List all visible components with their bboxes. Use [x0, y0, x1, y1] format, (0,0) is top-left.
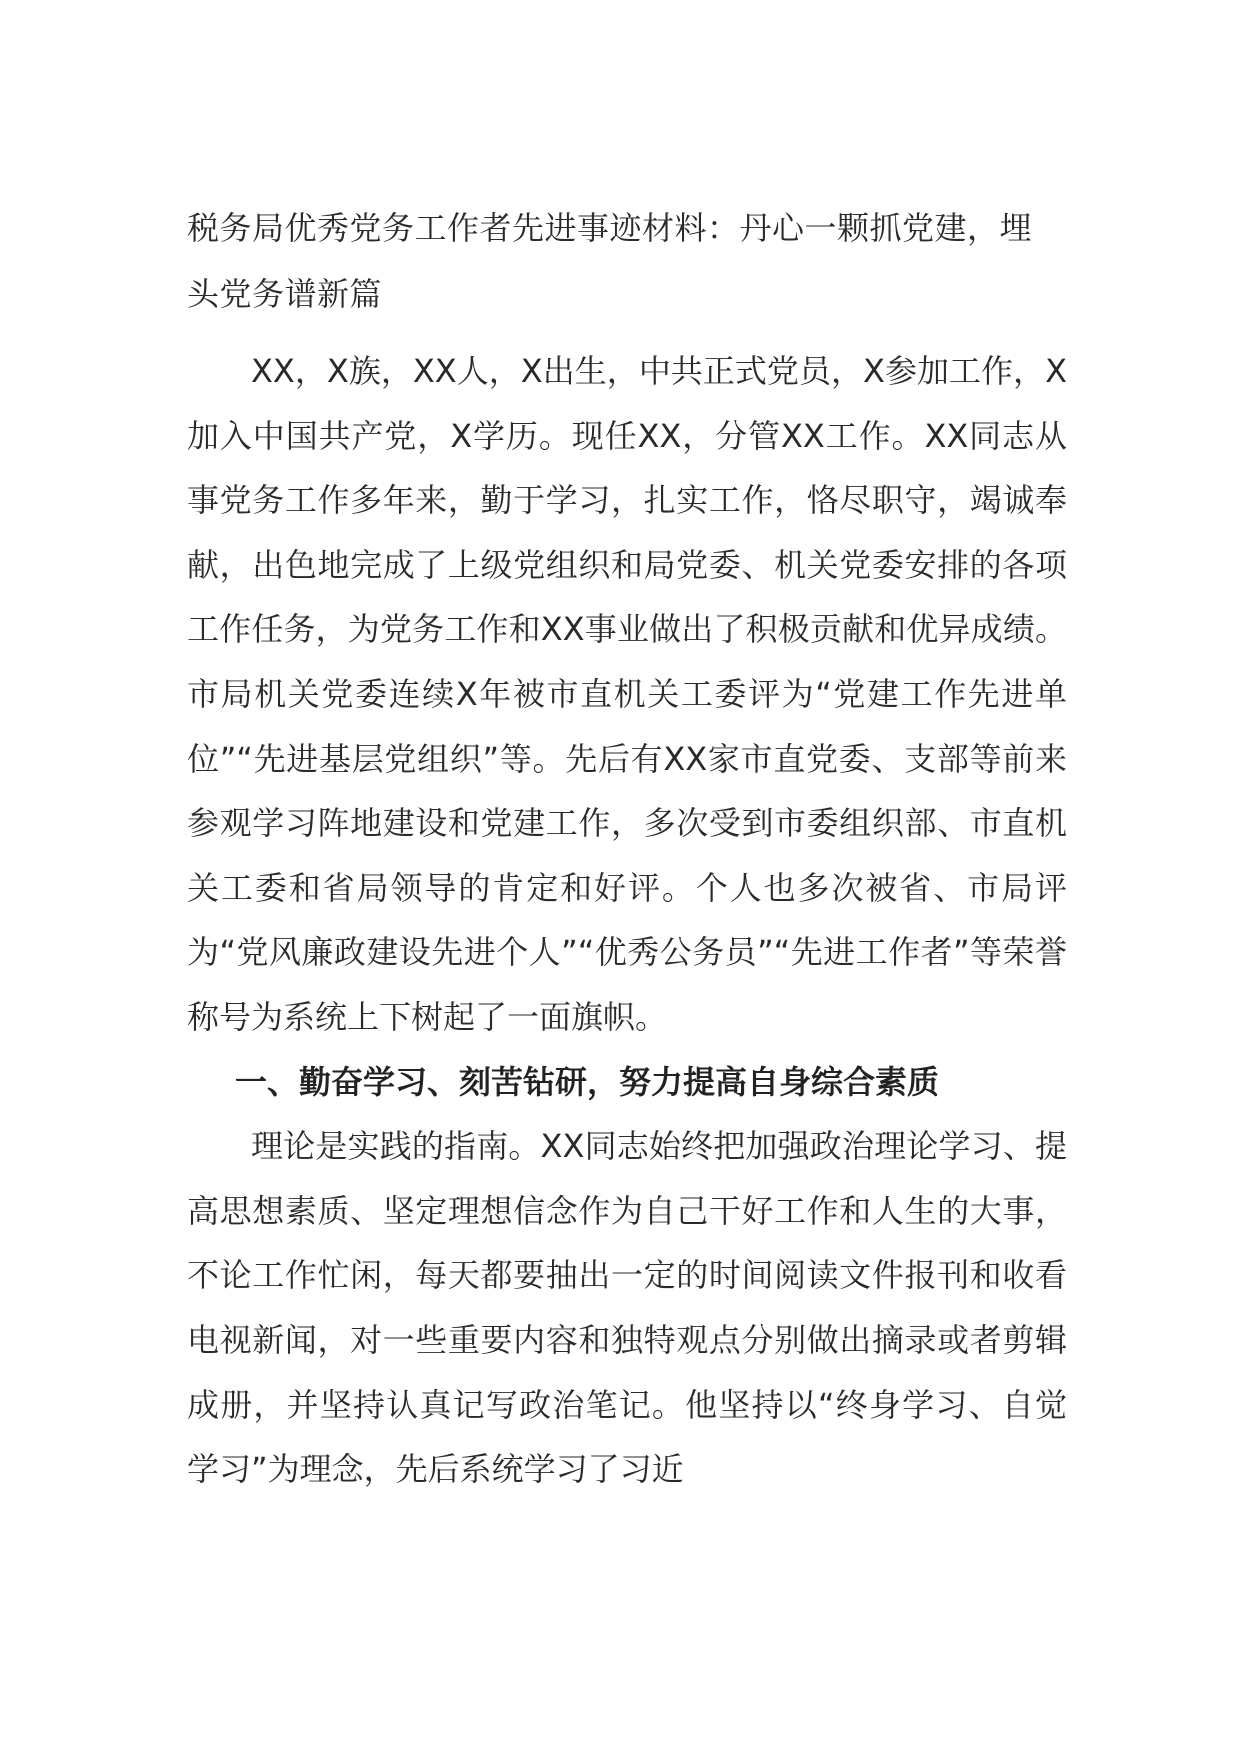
section-1-heading: 一、勤奋学习、刻苦钻研，努力提高自身综合素质: [235, 1062, 940, 1101]
intro-paragraph: XX，X族，XX人，X出生，中共正式党员，X参加工作，X加入中国共产党，X学历。现任XX，分管XX工作。XX同志从事党务工作多年来，勤于学习，扎实工作，恪尽职守，竭诚奉献，出色地完成了上级党组织和局党委、机关党委安排的各项工作任务，为党务工作和XX事业做出了积极贡献和优异成绩。市局机关党委连续X年被市直机关工委评为“党建工作先进单位”“先进基层党组织”等。先后有XX家市直党委、支部等前来参观学习阵地建设和党建工作，多次受到市委组织部、市直机关工委和省局领导的肯定和好评。个人也多次被省、市局评为“党风廉政建设先进个人”“优秀公务员”“先进工作者”等荣誉称号为系统上下树起了一面旗帜。: [187, 352, 1067, 1036]
document-title: 税务局优秀党务工作者先进事迹材料：丹心一颗抓党建，埋头党务谱新篇: [187, 209, 1033, 313]
document-body: [187, 195, 1067, 1502]
section-1-paragraph: 理论是实践的指南。XX同志始终把加强政治理论学习、提高思想素质、坚定理想信念作为自己干好工作和人生的大事，不论工作忙闲，每天都要抽出一定的时间阅读文件报刊和收看电视新闻，对一些重要内容和独特观点分别做出摘录或者剪辑成册，并坚持认真记写政治笔记。他坚持以“终身学习、自觉学习”为理念，先后系统学习了习近: [187, 1127, 1067, 1489]
